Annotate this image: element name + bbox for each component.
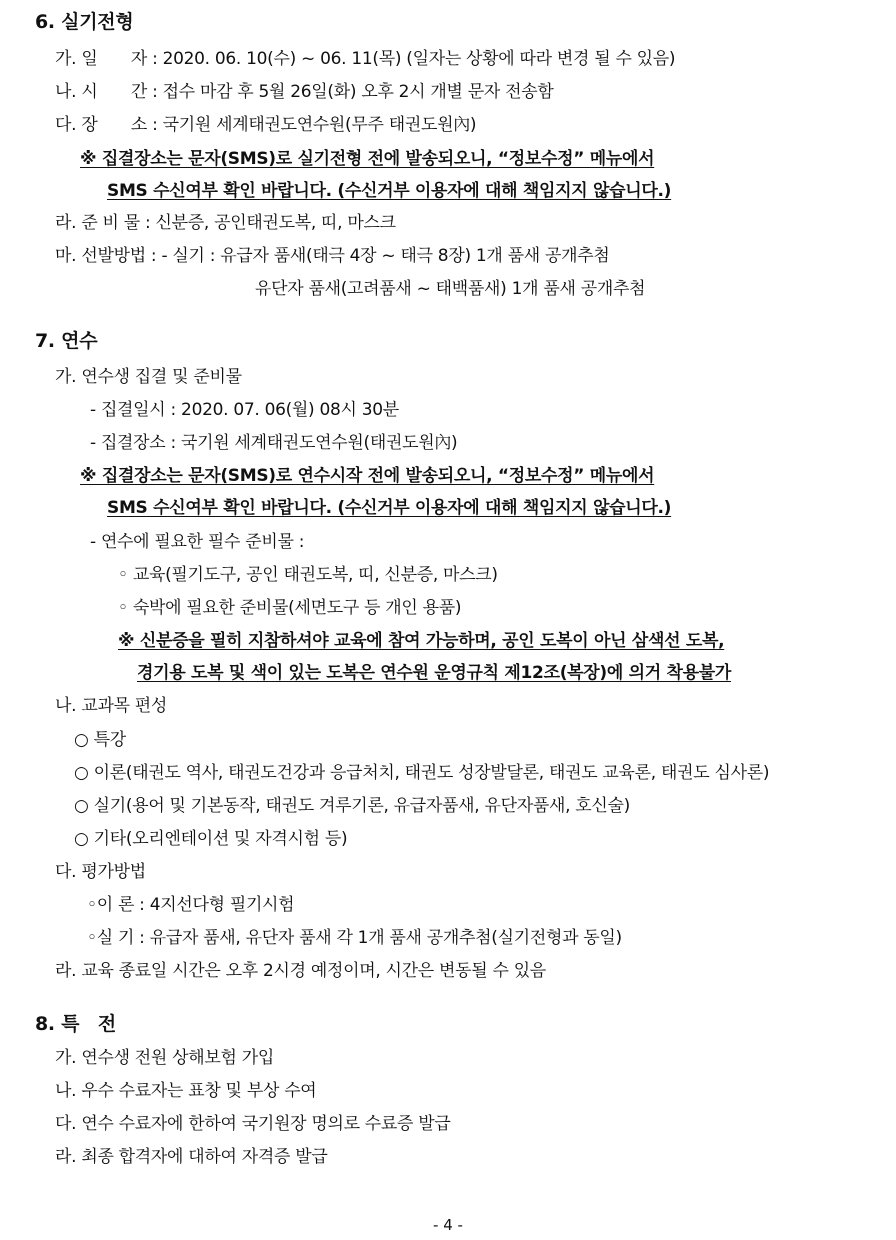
s7-a-items-title: - 연수에 필요한 필수 준비물 : (90, 532, 305, 552)
s8-b: 나. 우수 수료자는 표창 및 부상 수여 (55, 1081, 317, 1101)
s6-place: 다. 장 소 : 국기원 세계태권도연수원(무주 태권도원內) (55, 115, 477, 135)
s6-preparation: 라. 준 비 물 : 신분증, 공인태권도복, 띠, 마스크 (55, 213, 396, 233)
s7-a-item-2: ◦ 숙박에 필요한 준비물(세면도구 등 개인 용품) (118, 598, 462, 618)
s7-d: 라. 교육 종료일 시간은 오후 2시경 예정이며, 시간은 변동될 수 있음 (55, 961, 546, 981)
section-7-title: 7. 연수 (35, 330, 98, 352)
s8-c: 다. 연수 수료자에 한하여 국기원장 명의로 수료증 발급 (55, 1114, 451, 1134)
s6-notice-line1: ※ 집결장소는 문자(SMS)로 실기전형 전에 발송되오니, “정보수정” 메뉴에서 (80, 149, 655, 169)
section-8-title: 8. 특 전 (35, 1013, 116, 1035)
s6-time: 나. 시 간 : 접수 마감 후 5월 26일(화) 오후 2시 개별 문자 전송함 (55, 82, 554, 102)
s7-a-date: - 집결일시 : 2020. 07. 06(월) 08시 30분 (90, 400, 399, 420)
s7-c-title: 다. 평가방법 (55, 862, 146, 882)
s7-a-notice-line2: SMS 수신여부 확인 바랍니다. (수신거부 이용자에 대해 책임지지 않습니다.) (107, 498, 672, 518)
s6-method-line1: 마. 선발방법 : - 실기 : 유급자 품새(태극 4장 ~ 태극 8장) 1개 품새 공개추첨 (55, 246, 610, 266)
s7-b-title: 나. 교과목 편성 (55, 696, 168, 716)
s7-a-notice-line1: ※ 집결장소는 문자(SMS)로 연수시작 전에 발송되오니, “정보수정” 메뉴에서 (80, 466, 655, 486)
s8-d: 라. 최종 합격자에 대하여 자격증 발급 (55, 1147, 328, 1167)
s7-a-title: 가. 연수생 집결 및 준비물 (55, 367, 242, 387)
s7-a-warning-line1: ※ 신분증을 필히 지참하셔야 교육에 참여 가능하며, 공인 도복이 아닌 삼색선 도복, (118, 631, 725, 651)
s7-b-item-2: ○ 이론(태권도 역사, 태권도건강과 응급처치, 태권도 성장발달론, 태권도 교육론, 태권도 심사론) (74, 763, 770, 783)
s7-c-item-2: ◦실 기 : 유급자 품새, 유단자 품새 각 1개 품새 공개추첨(실기전형과 동일) (87, 928, 622, 948)
s6-notice-line2: SMS 수신여부 확인 바랍니다. (수신거부 이용자에 대해 책임지지 않습니다.) (107, 181, 672, 201)
s7-a-place: - 집결장소 : 국기원 세계태권도연수원(태권도원內) (90, 433, 458, 453)
s7-b-item-3: ○ 실기(용어 및 기본동작, 태권도 겨루기론, 유급자품새, 유단자품새, 호신술) (74, 796, 630, 816)
s8-a: 가. 연수생 전원 상해보험 가입 (55, 1048, 274, 1068)
s7-b-item-4: ○ 기타(오리엔테이션 및 자격시험 등) (74, 829, 348, 849)
section-6-title: 6. 실기전형 (35, 11, 134, 33)
s6-method-line2: 유단자 품새(고려품새 ~ 태백품새) 1개 품새 공개추첨 (255, 279, 646, 299)
s7-a-item-1: ◦ 교육(필기도구, 공인 태권도복, 띠, 신분증, 마스크) (118, 565, 498, 585)
s7-b-item-1: ○ 특강 (74, 730, 126, 750)
page-number: - 4 - (433, 1216, 463, 1234)
s7-a-warning-line2: 경기용 도복 및 색이 있는 도복은 연수원 운영규칙 제12조(복장)에 의거 착용불가 (137, 663, 731, 683)
s6-date: 가. 일 자 : 2020. 06. 10(수) ~ 06. 11(목) (일자는 상황에 따라 변경 될 수 있음) (55, 49, 676, 69)
s7-c-item-1: ◦이 론 : 4지선다형 필기시험 (87, 895, 295, 915)
